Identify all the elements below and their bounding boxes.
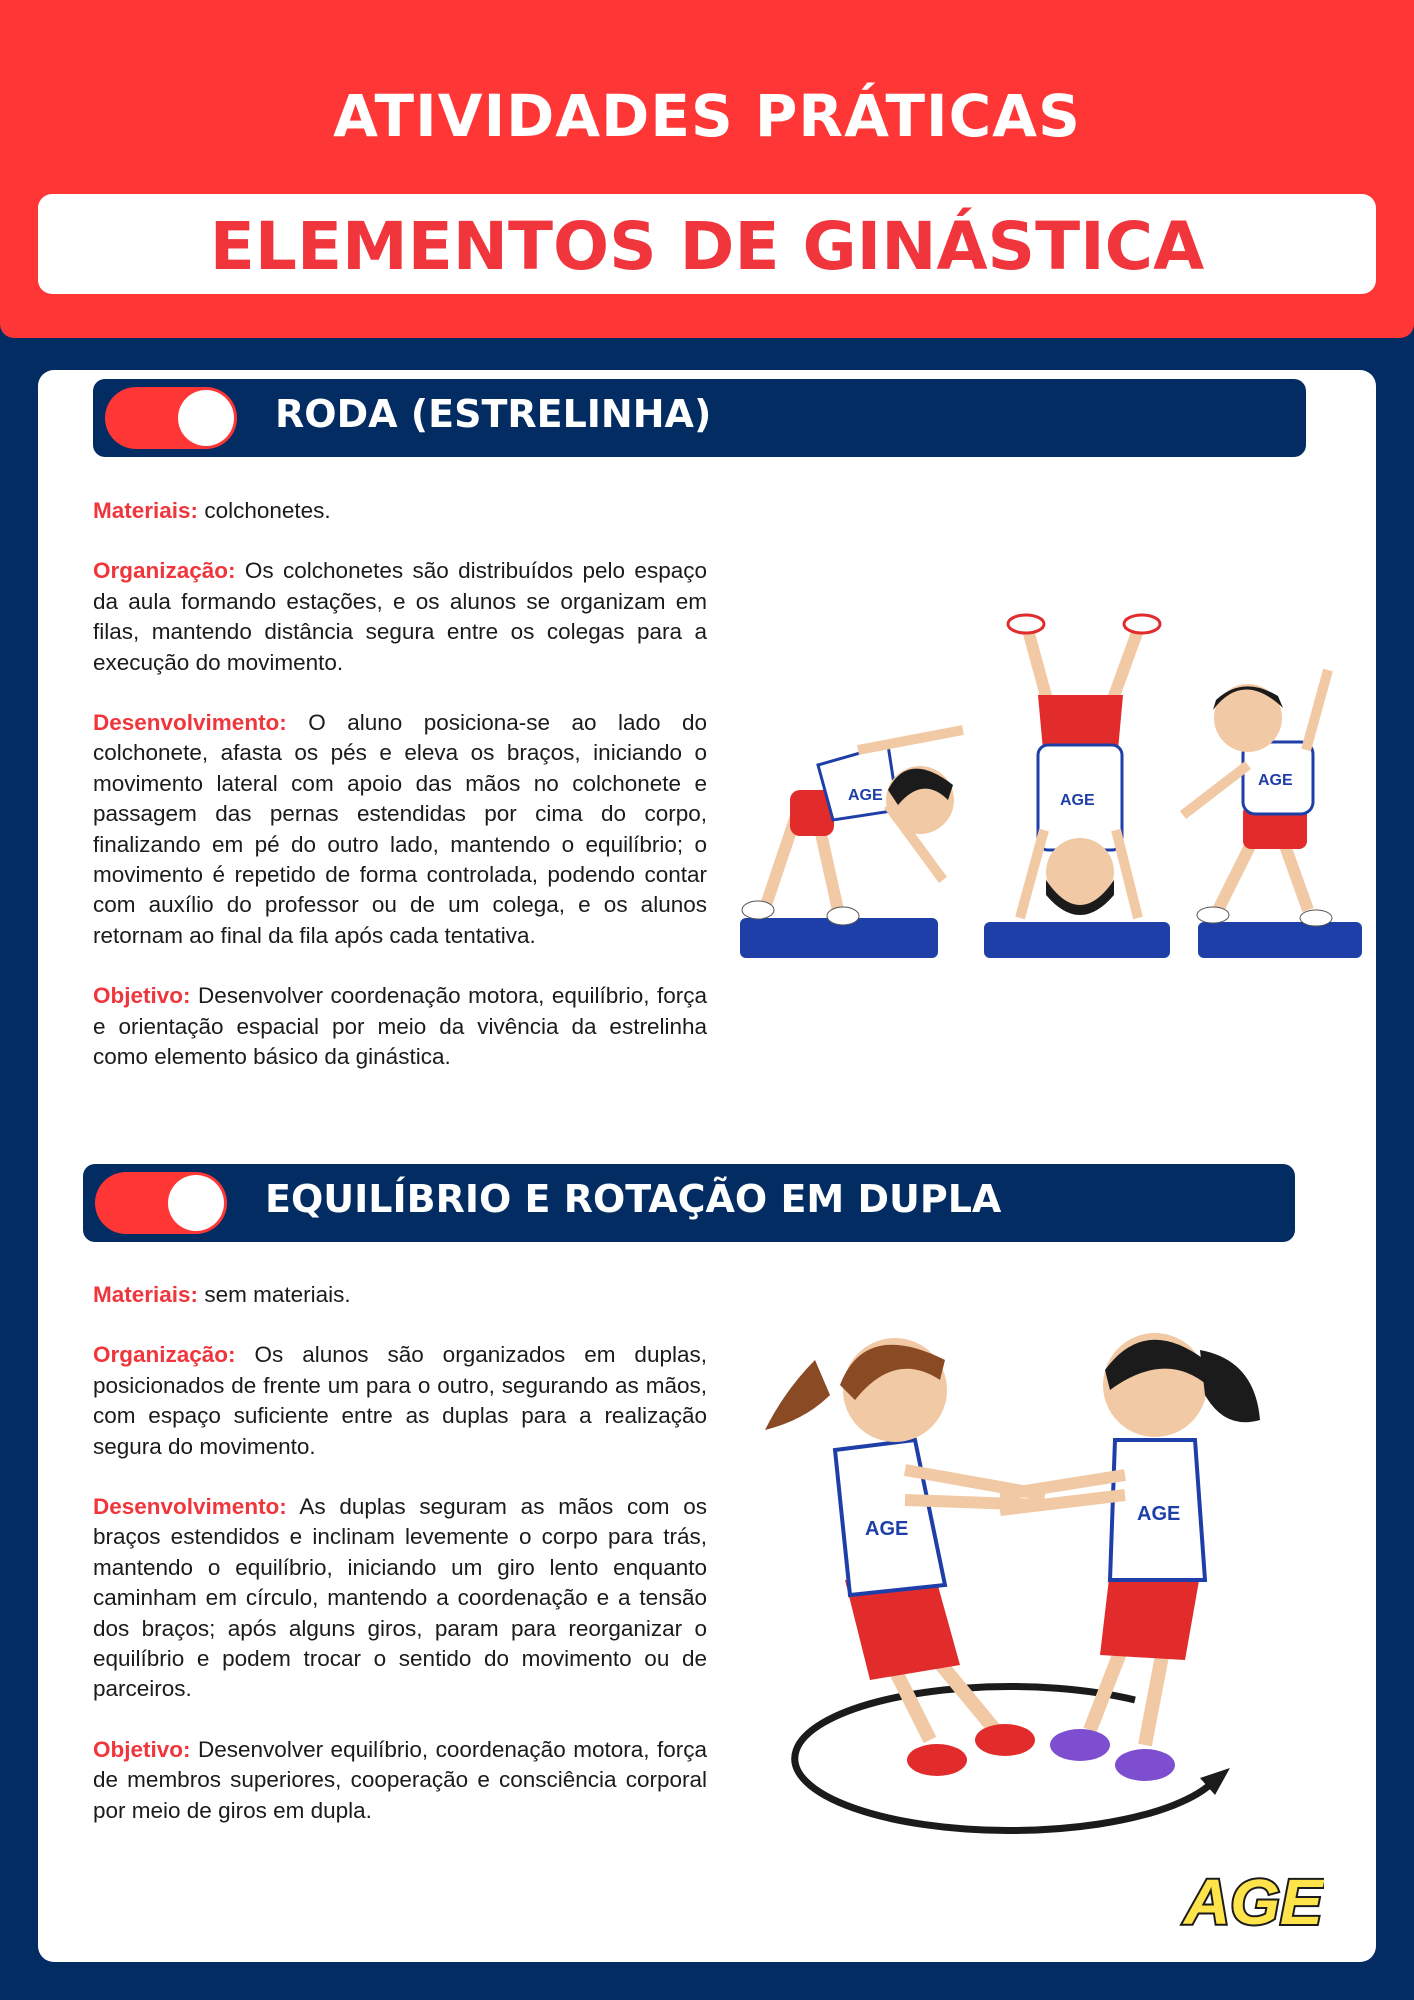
materiais-paragraph <box>93 496 707 526</box>
toggle-knob <box>178 390 234 446</box>
materiais-label: Materiais: <box>93 1282 199 1307</box>
materiais-label: Materiais: <box>93 498 199 523</box>
section-header-equilibrio <box>83 1164 1295 1242</box>
toggle-icon <box>105 387 237 449</box>
section-header-roda <box>93 379 1306 457</box>
objetivo-text: Desenvolver coordenação motora, equilíbrio, força e orientação espacial por meio da vivência da estrelinha como elemento básico da ginástica. <box>93 983 707 1070</box>
toggle-knob <box>168 1175 224 1231</box>
age-logo <box>1178 1862 1324 1940</box>
materiais-paragraph <box>93 1280 707 1310</box>
section-title: RODA (ESTRELINHA) <box>275 392 712 436</box>
page-subtitle: ELEMENTOS DE GINÁSTICA <box>209 208 1205 285</box>
organizacao-paragraph <box>93 1340 707 1462</box>
organizacao-label: Organização: <box>93 1342 236 1368</box>
organizacao-label: Organização: <box>93 558 236 584</box>
shirt-text: AGE <box>1060 792 1095 809</box>
objetivo-paragraph <box>93 981 707 1072</box>
objetivo-text: Desenvolver equilíbrio, coordenação motora, força de membros superiores, cooperação e consciência corporal por meio de giros em dupla. <box>93 1736 707 1823</box>
desenvolvimento-label: Desenvolvimento: <box>93 710 287 736</box>
objetivo-paragraph <box>93 1735 707 1826</box>
desenvolvimento-paragraph <box>93 708 707 951</box>
mat <box>984 922 1170 958</box>
subtitle-box <box>38 194 1376 294</box>
section-title: EQUILÍBRIO E ROTAÇÃO EM DUPLA <box>265 1177 1002 1221</box>
cartwheel-illustration <box>738 600 1364 965</box>
page-title: ATIVIDADES PRÁTICAS <box>333 82 1081 150</box>
logo-text: AGE <box>1184 1866 1323 1938</box>
shirt-text: AGE <box>848 787 883 804</box>
girl-right <box>1000 1333 1260 1781</box>
child-bending <box>742 730 963 925</box>
organizacao-text: Os colchonetes são distribuídos pelo espaço da aula formando estações, e os alunos se organizam em filas, mantendo distância segura entre os colegas para a execução do movimento. <box>93 558 707 675</box>
mat <box>1198 922 1362 958</box>
toggle-icon <box>95 1172 227 1234</box>
header-banner <box>0 0 1414 338</box>
shirt-text: AGE <box>1137 1503 1181 1525</box>
objetivo-label: Objetivo: <box>93 983 191 1009</box>
desenvolvimento-label: Desenvolvimento: <box>93 1494 287 1520</box>
desenvolvimento-paragraph <box>93 1492 707 1705</box>
section-text-roda <box>93 496 707 1103</box>
shirt-text: AGE <box>865 1518 909 1540</box>
child-handstand <box>1008 615 1160 918</box>
section-text-equilibrio <box>93 1280 707 1856</box>
organizacao-text: Os alunos são organizados em duplas, posicionados de frente um para o outro, segurando as mãos, com espaço suficiente entre as duplas para a realização segura do movimento. <box>93 1342 707 1459</box>
organizacao-paragraph <box>93 556 707 678</box>
desenvolvimento-text: O aluno posiciona-se ao lado do colchonete, afasta os pés e eleva os braços, iniciando o movimento lateral com apoio das mãos no colchonete e passagem das pernas estendidas por cima do corpo, finalizando em pé do outro lado, mantendo o equilíbrio; o movimento é repetido de forma controlada, podendo contar com auxílio do professor ou de um colega, e os alunos retornam ao final da fila após cada tentativa. <box>93 710 707 948</box>
materiais-text: colchonetes. <box>204 498 331 523</box>
desenvolvimento-text: As duplas seguram as mãos com os braços estendidos e inclinam levemente o corpo para trás, mantendo o equilíbrio, iniciando um giro lento enquanto caminham em círculo, mantendo a coordenação e a tensão dos braços; após alguns giros, param para reorganizar o equilíbrio e podem trocar o sentido do movimento ou de parceiros. <box>93 1494 707 1702</box>
materiais-text: sem materiais. <box>204 1282 351 1307</box>
objetivo-label: Objetivo: <box>93 1736 191 1762</box>
pair-rotation-illustration <box>745 1290 1285 1850</box>
girl-left <box>765 1338 1045 1776</box>
child-standing <box>1183 670 1332 926</box>
shirt-text: AGE <box>1258 772 1293 789</box>
